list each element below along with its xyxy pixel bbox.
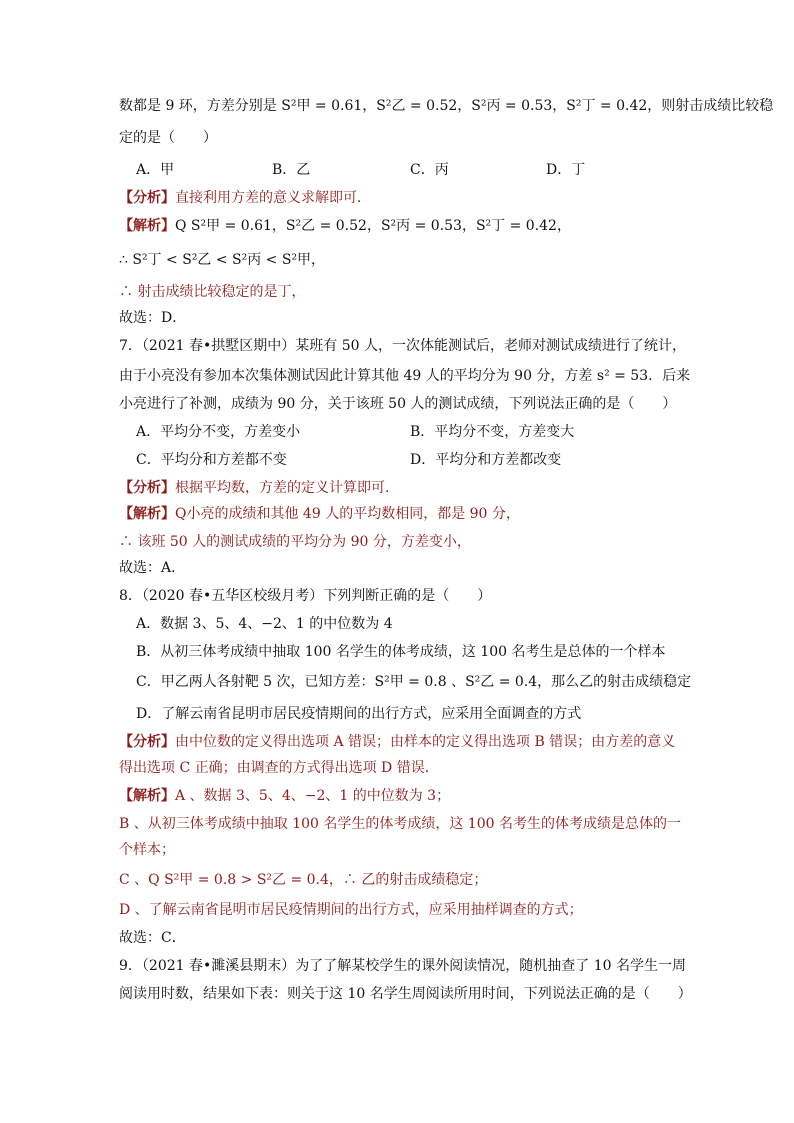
q6-option-a: A．甲 — [136, 162, 175, 178]
q8-stem: 8．（2020 春•五华区校级月考）下列判断正确的是（ ） — [119, 588, 492, 604]
q6-option-d: D．丁 — [546, 162, 586, 178]
q6-stem-line-1: 数都是 9 环，方差分别是 S²甲 = 0.61，S²乙 = 0.52，S²丙 = 0.53，S²丁 = 0.42，则射击成绩比较稳 — [119, 98, 774, 114]
q7-stem-line-3: 小亮进行了补测，成绩为 90 分，关于该班 50 人的测试成绩，下列说法正确的是（ ） — [119, 396, 677, 412]
q6-solution-2: ∴ S²丁 < S²乙 < S²丙 < S²甲， — [119, 252, 326, 268]
q8-solution-4: C 、Q S²甲 = 0.8 > S²乙 = 0.4，∴ 乙的射击成绩稳定； — [119, 872, 488, 888]
analysis-tag: 【分析】 — [119, 734, 175, 750]
solution-text: A 、数据 3、5、4、−2、1 的中位数为 3； — [175, 788, 451, 804]
q8-option-d: D．了解云南省昆明市居民疫情期间的出行方式，应采用全面调查的方式 — [136, 706, 582, 722]
analysis-text: 由中位数的定义得出选项 A 错误；由样本的定义得出选项 B 错误；由方差的意义 — [175, 734, 676, 750]
solution-tag: 【解析】 — [119, 788, 175, 804]
q8-option-c: C．甲乙两人各射靶 5 次，已知方差：S²甲 = 0.8 、S²乙 = 0.4，那么乙的射击成绩稳定 — [136, 674, 692, 690]
q8-solution-2: B 、从初三体考成绩中抽取 100 名学生的体考成绩，这 100 名考生的体考成绩是总体的一 — [119, 816, 681, 832]
q8-option-b: B．从初三体考成绩中抽取 100 名学生的体考成绩，这 100 名考生是总体的一个样本 — [136, 644, 666, 660]
q6-solution-3: ∴ 射击成绩比较稳定的是丁， — [119, 284, 306, 300]
analysis-tag: 【分析】 — [119, 480, 175, 496]
q7-solution-2: ∴ 该班 50 人的测试成绩的平均分为 90 分，方差变小， — [119, 534, 471, 550]
solution-text: Q小亮的成绩和其他 49 人的平均数相同，都是 90 分， — [175, 506, 520, 522]
solution-tag: 【解析】 — [119, 218, 175, 234]
q8-analysis-2: 得出选项 C 正确；由调查的方式得出选项 D 错误． — [119, 760, 439, 776]
analysis-text: 直接利用方差的意义求解即可． — [175, 190, 371, 206]
q6-solution-1 — [119, 216, 571, 236]
q7-analysis — [119, 478, 399, 498]
q6-option-b: B．乙 — [272, 162, 311, 178]
analysis-tag: 【分析】 — [119, 190, 175, 206]
q8-solution-1 — [119, 786, 450, 806]
q7-stem-line-2: 由于小亮没有参加本次集体测试因此计算其他 49 人的平均分为 90 分，方差 s² = 53．后来 — [119, 368, 691, 384]
q6-stem-line-2: 定的是（ ） — [119, 130, 217, 146]
q6-option-c: C．丙 — [410, 162, 449, 178]
q8-solution-5: D 、了解云南省昆明市居民疫情期间的出行方式，应采用抽样调查的方式； — [119, 902, 583, 918]
q8-solution-3: 个样本； — [119, 842, 175, 858]
analysis-text: 根据平均数，方差的定义计算即可． — [175, 480, 399, 496]
q8-answer: 故选：C． — [119, 930, 186, 946]
solution-text: Q S²甲 = 0.61，S²乙 = 0.52，S²丙 = 0.53，S²丁 = 0.42， — [175, 218, 571, 234]
q9-stem-line-1: 9．（2021 春•濉溪县期末）为了了解某校学生的课外阅读情况，随机抽查了 10 名学生一周 — [119, 958, 686, 974]
q7-answer: 故选：A． — [119, 560, 186, 576]
q7-option-b: B．平均分不变，方差变大 — [410, 424, 575, 440]
q7-solution-1 — [119, 504, 520, 524]
q7-stem-line-1: 7．（2021 春•拱墅区期中）某班有 50 人，一次体能测试后，老师对测试成绩进行了统计， — [119, 338, 686, 354]
q8-analysis-1 — [119, 732, 675, 752]
q7-option-a: A．平均分不变，方差变小 — [136, 424, 301, 440]
q7-option-d: D．平均分和方差都改变 — [410, 452, 562, 468]
q9-stem-line-2: 阅读用时数，结果如下表：则关于这 10 名学生周阅读所用时间，下列说法正确的是（ ） — [119, 986, 692, 1002]
q6-answer: 故选：D． — [119, 310, 187, 326]
q8-option-a: A．数据 3、5、4、−2、1 的中位数为 4 — [136, 616, 393, 632]
q6-analysis — [119, 188, 371, 208]
q7-option-c: C．平均分和方差都不变 — [136, 452, 287, 468]
solution-tag: 【解析】 — [119, 506, 175, 522]
